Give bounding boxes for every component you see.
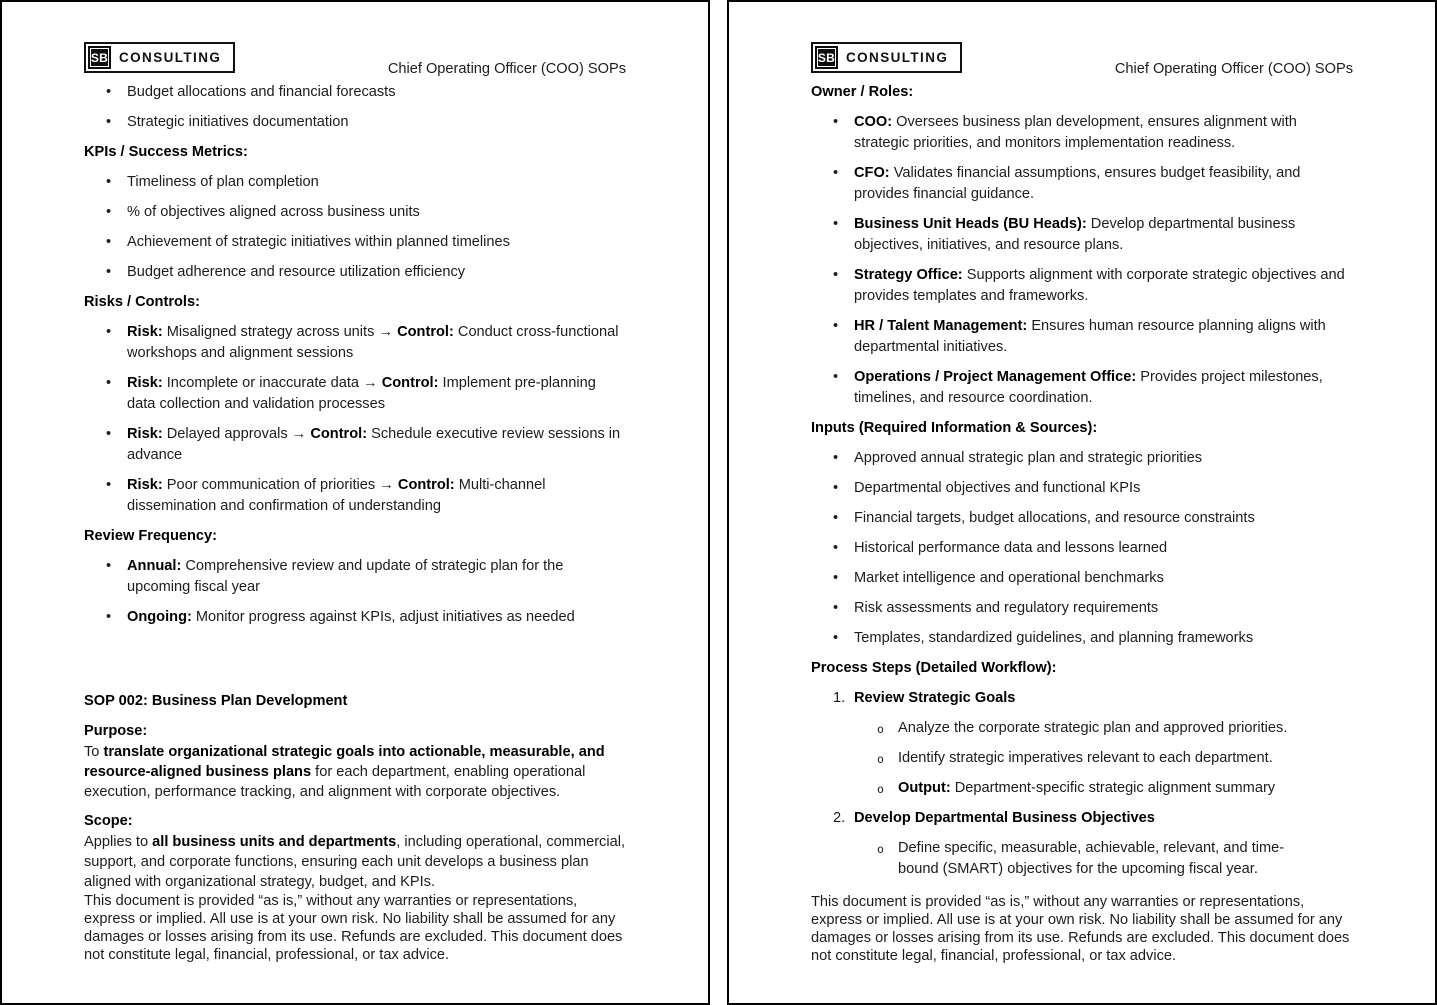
page-2 — [727, 0, 1437, 1005]
bullet-item — [811, 112, 1353, 154]
bold-text: Strategy Office: — [854, 267, 963, 283]
bullet-item — [84, 607, 626, 628]
company-logo — [811, 42, 962, 73]
text-run: Ensures human resource planning aligns with departmental initiatives. — [854, 318, 1326, 355]
bullet-item — [811, 316, 1353, 358]
text-run: Poor communication of priorities → — [162, 477, 398, 493]
text-run: Multi-channel dissemination and confirmation of understanding — [127, 477, 546, 514]
text-run: Define specific, measurable, achievable, relevant, and time-bound (SMART) objectives for the upcoming fiscal year. — [898, 840, 1285, 877]
bold-text: Control: — [381, 375, 439, 391]
page-1-inner — [2, 2, 708, 1003]
bold-text: Operations / Project Management Office: — [854, 369, 1137, 385]
text-run: Timeliness of plan completion — [127, 174, 319, 190]
text-run: Departmental objectives and functional KPIs — [854, 480, 1141, 496]
bullet-item — [811, 568, 1353, 589]
company-logo — [84, 42, 235, 73]
bold-text: Ongoing: — [127, 609, 192, 625]
bullet-item — [84, 232, 626, 253]
sub-bullet-item — [811, 748, 1321, 769]
text-run: Delayed approvals → — [162, 426, 311, 442]
item-number: 1. — [833, 690, 846, 706]
sub-bullet-item — [811, 718, 1321, 739]
bullet-item — [84, 475, 626, 517]
text-run: Validates financial assumptions, ensures budget feasibility, and provides financial guidance. — [854, 165, 1301, 202]
bullet-item — [811, 508, 1353, 529]
document-header-title: Chief Operating Officer (COO) SOPs — [1114, 61, 1353, 77]
text-run: Department-specific strategic alignment summary — [950, 780, 1276, 796]
bullet-item — [84, 424, 626, 466]
section-heading: Process Steps (Detailed Workflow): — [811, 660, 1057, 676]
bold-text: HR / Talent Management: — [854, 318, 1028, 334]
section-heading: Risks / Controls: — [84, 294, 200, 310]
bold-text: Risk: — [127, 426, 163, 442]
bullet-list — [84, 322, 626, 517]
bullet-item — [811, 448, 1353, 469]
text-run: Comprehensive review and update of strategic plan for the upcoming fiscal year — [127, 558, 564, 595]
bullet-item — [84, 556, 626, 598]
text-run: Risk assessments and regulatory requirements — [854, 600, 1159, 616]
item-number: 2. — [833, 810, 846, 826]
text-run: Incomplete or inaccurate data → — [162, 375, 382, 391]
text-run: This document is provided “as is,” without any warranties or representations, express or implied. All use is at your own risk. No liability shall be assumed for any damages or losses arising from its use. Refunds are excluded. This document does not constitute legal, financial, professional, or tax advice. — [811, 894, 1350, 964]
bold-text: translate organizational strategic goals into actionable, measurable, and resource-aligned business plans — [84, 744, 605, 780]
bold-text: Risk: — [127, 477, 163, 493]
bullet-item — [84, 322, 626, 364]
page-2-content — [811, 82, 1353, 965]
section-heading: SOP 002: Business Plan Development — [84, 693, 348, 709]
text-run: for each department, enabling operational execution, performance tracking, and alignment with corporate objectives. — [84, 764, 586, 800]
text-run: Conduct cross-functional workshops and alignment sessions — [127, 324, 619, 361]
text-run: Develop departmental business objectives, initiatives, and resource plans. — [854, 216, 1296, 253]
page-2-inner — [729, 2, 1435, 1003]
bullet-item — [811, 538, 1353, 559]
text-run: , including operational, commercial, support, and corporate functions, ensuring each unit develops a business plan aligned with organizational strategy, budget, and KPIs. — [84, 834, 626, 890]
bold-text: Control: — [310, 426, 368, 442]
bold-text: all business units and departments — [152, 834, 397, 850]
text-run: Historical performance data and lessons learned — [854, 540, 1168, 556]
bold-text: Risk: — [127, 324, 163, 340]
bullet-item — [84, 112, 626, 133]
document-header-title: Chief Operating Officer (COO) SOPs — [387, 61, 626, 77]
bold-text: COO: — [854, 114, 893, 130]
text-run: Budget allocations and financial forecasts — [127, 84, 396, 100]
text-run: Supports alignment with corporate strategic objectives and provides templates and frameworks. — [854, 267, 1345, 304]
bullet-item — [84, 373, 626, 415]
logo-consulting-text: CONSULTING — [846, 50, 949, 65]
bullet-list — [811, 448, 1353, 649]
text-run: Oversees business plan development, ensures alignment with strategic priorities, and monitors implementation readiness. — [854, 114, 1297, 151]
bullet-item — [811, 214, 1353, 256]
paragraph — [84, 742, 626, 802]
sub-bullet-item — [811, 838, 1321, 880]
bold-text: Control: — [397, 477, 455, 493]
sub-bullet-list — [811, 838, 1353, 880]
item-title: Review Strategic Goals — [854, 690, 1016, 706]
text-run: Approved annual strategic plan and strategic priorities — [854, 450, 1203, 466]
text-run: Achievement of strategic initiatives within planned timelines — [127, 234, 510, 250]
text-run: To — [84, 744, 104, 760]
section-heading: KPIs / Success Metrics: — [84, 144, 248, 160]
sub-bullet-list — [811, 718, 1353, 799]
bullet-item — [811, 478, 1353, 499]
text-run: Misaligned strategy across units → — [162, 324, 398, 340]
bullet-item — [84, 202, 626, 223]
disclaimer-paragraph — [811, 893, 1353, 965]
logo-consulting-text: CONSULTING — [119, 50, 222, 65]
logo-sb-mark: SB — [815, 46, 838, 69]
section-heading: Purpose: — [84, 723, 148, 739]
numbered-item — [811, 688, 1353, 709]
text-run: Monitor progress against KPIs, adjust initiatives as needed — [191, 609, 575, 625]
section-heading: Review Frequency: — [84, 528, 218, 544]
bold-text: Control: — [397, 324, 454, 340]
text-run: Schedule executive review sessions in advance — [127, 426, 621, 463]
bullet-item — [84, 172, 626, 193]
bullet-list — [811, 112, 1353, 409]
bullet-list — [84, 82, 626, 133]
text-run: Identify strategic imperatives relevant to each department. — [898, 750, 1273, 766]
bullet-item — [84, 82, 626, 103]
bullet-item — [811, 265, 1353, 307]
bold-text: Output: — [898, 780, 951, 796]
bullet-item — [811, 628, 1353, 649]
page-1-content — [84, 82, 626, 964]
bold-text: Annual: — [127, 558, 182, 574]
section-heading: Owner / Roles: — [811, 84, 914, 100]
text-run: Provides project milestones, timelines, and resource coordination. — [854, 369, 1323, 406]
text-run: Templates, standardized guidelines, and planning frameworks — [854, 630, 1254, 646]
bullet-item — [811, 163, 1353, 205]
text-run: % of objectives aligned across business units — [127, 204, 420, 220]
sub-bullet-item — [811, 778, 1321, 799]
text-run: Implement pre-planning data collection and validation processes — [127, 375, 596, 412]
spacer — [84, 637, 626, 691]
flush-paragraph — [84, 832, 626, 892]
text-run: Financial targets, budget allocations, and resource constraints — [854, 510, 1255, 526]
text-run: Market intelligence and operational benchmarks — [854, 570, 1164, 586]
item-title: Develop Departmental Business Objectives — [854, 810, 1155, 826]
bullet-list — [84, 556, 626, 628]
bullet-item — [84, 262, 626, 283]
text-run: Strategic initiatives documentation — [127, 114, 349, 130]
page-1 — [0, 0, 710, 1005]
text-run: This document is provided “as is,” without any warranties or representations, express or implied. All use is at your own risk. No liability shall be assumed for any damages or losses arising from its use. Refunds are excluded. This document does not constitute legal, financial, professional, or tax advice. — [84, 893, 623, 963]
bullet-item — [811, 598, 1353, 619]
section-heading: Scope: — [84, 813, 133, 829]
bullet-item — [811, 367, 1353, 409]
numbered-item — [811, 808, 1353, 829]
section-heading: Inputs (Required Information & Sources): — [811, 420, 1098, 436]
disclaimer-paragraph — [84, 892, 626, 964]
text-run: Applies to — [84, 834, 153, 850]
bold-text: CFO: — [854, 165, 890, 181]
bullet-list — [84, 172, 626, 283]
text-run: Budget adherence and resource utilization efficiency — [127, 264, 466, 280]
bold-text: Business Unit Heads (BU Heads): — [854, 216, 1087, 232]
logo-sb-mark: SB — [88, 46, 111, 69]
bold-text: Risk: — [127, 375, 163, 391]
text-run: Analyze the corporate strategic plan and approved priorities. — [898, 720, 1288, 736]
